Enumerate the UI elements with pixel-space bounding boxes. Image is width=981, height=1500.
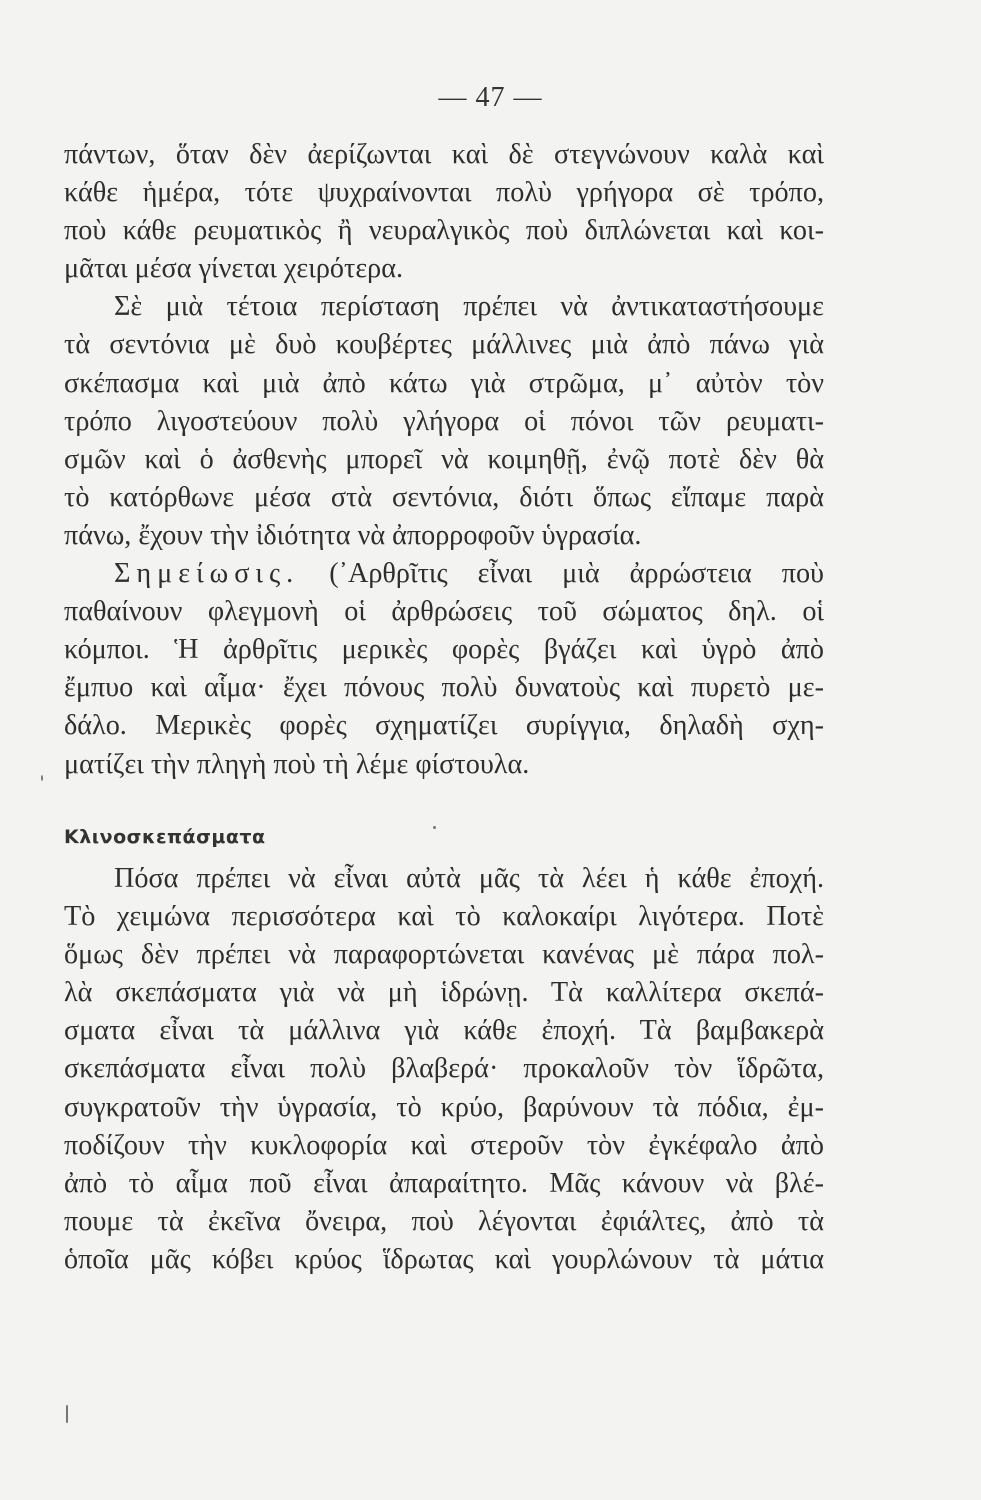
- text-line: ποὺ κάθε ρευματικὸς ἢ νευραλγικὸς ποὺ διπλώνεται καὶ κοι-: [64, 215, 824, 247]
- text-line: μᾶται μέσα γίνεται χειρότερα.: [64, 253, 404, 285]
- text-line: κάθε ἡμέρα, τότε ψυχραίνονται πολὺ γρήγορα σὲ τρόπο,: [64, 177, 824, 209]
- text-line: δάλο. Μερικὲς φορὲς σχηματίζει συρίγγια, δηλαδὴ σχη-: [64, 710, 824, 742]
- text-line: Πόσα πρέπει νὰ εἶναι αὐτὰ μᾶς τὰ λέει ἡ κάθε ἐποχή.: [114, 863, 824, 894]
- note-label: Σημείωσις.: [114, 558, 300, 590]
- text-line: ἔμπυο καὶ αἷμα· ἔχει πόνους πολὺ δυνατοὺς καὶ πυρετὸ με-: [64, 672, 824, 704]
- text-line: ἀπὸ τὸ αἷμα ποῦ εἶναι ἀπαραίτητο. Μᾶς κάνουν νὰ βλέ-: [64, 1167, 824, 1199]
- text-line: σματα εἶναι τὰ μάλλινα γιὰ κάθε ἐποχή. Τὰ βαμβακερὰ: [64, 1015, 824, 1047]
- text-block-upper: [64, 136, 824, 784]
- text-line: τὰ σεντόνια μὲ δυὸ κουβέρτες μάλλινες μιὰ ἀπὸ πάνω γιὰ: [64, 329, 824, 361]
- text-line: ματίζει τὴν πληγὴ ποὺ τὴ λέμε φίστουλα.: [64, 748, 530, 780]
- page-number: — 47 —: [438, 82, 543, 113]
- text-line: ὁποῖα μᾶς κόβει κρύος ἵδρωτας καὶ γουρλώνουν τὰ μάτια: [64, 1243, 824, 1275]
- text-line: ὅμως δὲν πρέπει νὰ παραφορτώνεται κανένας μὲ πάρα πολ-: [64, 939, 824, 971]
- text-line: πάνω, ἔχουν τὴν ἰδιότητα νὰ ἀπορροφοῦν ὑγρασία.: [64, 519, 642, 551]
- note-first-rest: (᾿Αρθρῖτις εἶναι μιὰ ἀρρώστεια ποὺ: [329, 558, 824, 590]
- text-line: σμῶν καὶ ὁ ἀσθενὴς μπορεῖ νὰ κοιμηθῇ, ἐνῷ ποτὲ δὲν θὰ: [64, 443, 824, 475]
- text-line: συγκρατοῦν τὴν ὑγρασία, τὸ κρύο, βαρύνουν τὰ πόδια, ἐμ-: [64, 1091, 824, 1123]
- text-line: ποδίζουν τὴν κυκλοφορία καὶ στεροῦν τὸν ἐγκέφαλο ἀπὸ: [64, 1129, 824, 1161]
- text-line: λὰ σκεπάσματα γιὰ νὰ μὴ ἱδρώνῃ. Τὰ καλλίτερα σκεπά-: [64, 977, 824, 1009]
- print-speck: [433, 826, 436, 829]
- note-first-line: [64, 555, 824, 593]
- print-speck: [41, 775, 43, 781]
- text-line: παθαίνουν φλεγμονὴ οἱ ἀρθρώσεις τοῦ σώματος δηλ. οἱ: [64, 596, 824, 628]
- section-heading: Κλινοσκεπάσματα: [64, 826, 266, 848]
- text-line: Σὲ μιὰ τέτοια περίσταση πρέπει νὰ ἀντικαταστήσουμε: [114, 291, 824, 323]
- text-block-lower: [64, 860, 824, 1279]
- print-speck: [66, 1405, 68, 1423]
- text-line: Τὸ χειμώνα περισσότερα καὶ τὸ καλοκαίρι λιγότερα. Ποτὲ: [64, 901, 824, 933]
- text-line: πάντων, ὅταν δὲν ἀερίζωνται καὶ δὲ στεγνώνουν καλὰ καὶ: [64, 139, 824, 170]
- text-line: σκέπασμα καὶ μιὰ ἀπὸ κάτω γιὰ στρῶμα, μ᾿ αὐτὸν τὸν: [64, 367, 824, 399]
- text-line: τὸ κατόρθωνε μέσα στὰ σεντόνια, διότι ὅπως εἴπαμε παρὰ: [64, 481, 824, 513]
- text-line: πουμε τὰ ἐκεῖνα ὄνειρα, ποὺ λέγονται ἐφιάλτες, ἀπὸ τὰ: [64, 1205, 824, 1237]
- text-line: τρόπο λιγοστεύουν πολὺ γλήγορα οἱ πόνοι τῶν ρευματι-: [64, 405, 824, 437]
- text-line: κόμποι. Ἡ ἀρθρῖτις μερικὲς φορὲς βγάζει καὶ ὑγρὸ ἀπὸ: [64, 634, 824, 666]
- text-line: σκεπάσματα εἶναι πολὺ βλαβερά· προκαλοῦν τὸν ἵδρῶτα,: [64, 1053, 824, 1085]
